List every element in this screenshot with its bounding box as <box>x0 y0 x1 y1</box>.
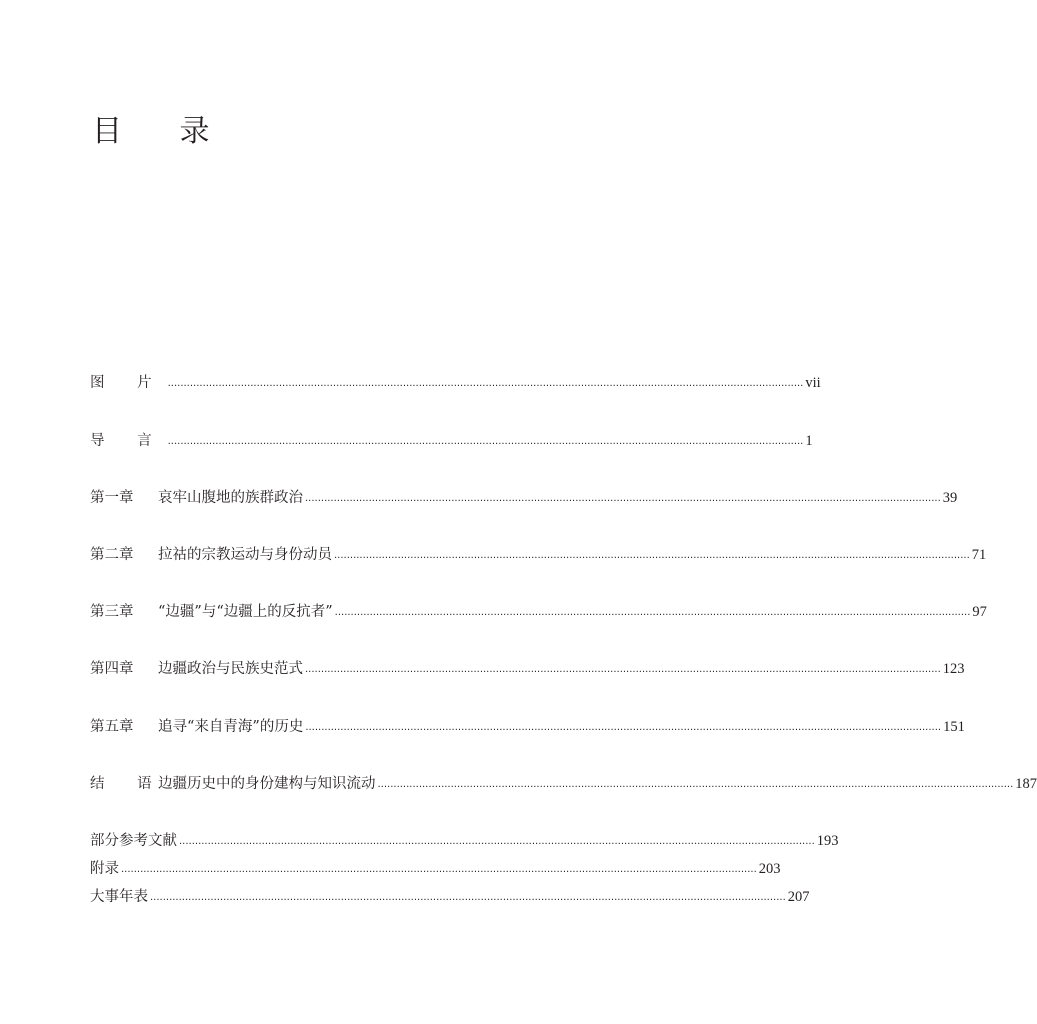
dot-leader: ........................................................................................................................................................................................................ <box>334 607 971 618</box>
toc-page-number: 123 <box>942 661 965 677</box>
toc-chapter-number: 第五章 <box>90 719 134 735</box>
dot-leader: ........................................................................................................................................................................................................ <box>121 864 757 875</box>
toc-entry-conclusion[interactable] <box>90 773 1037 795</box>
toc-chapter-title: 边疆政治与民族史范式 <box>158 661 303 677</box>
toc-page-number: 39 <box>942 490 958 506</box>
toc-chapter-number: 结 语 <box>90 776 166 792</box>
toc-page-number: 1 <box>805 433 813 449</box>
toc-entry-figures[interactable] <box>90 372 821 394</box>
toc-chapter-number: 第四章 <box>90 661 134 677</box>
toc-chapter-number: 第二章 <box>90 547 134 563</box>
toc-chapter-number: 第三章 <box>90 604 134 620</box>
toc-entry-chapter-4[interactable] <box>90 658 965 680</box>
toc-page-number: 187 <box>1015 776 1037 792</box>
toc-entry-chapter-2[interactable] <box>90 544 987 566</box>
dot-leader: ........................................................................................................................................................................................................ <box>167 436 804 447</box>
toc-entry-label: 大事年表 <box>90 889 148 905</box>
dot-leader: ........................................................................................................................................................................................................ <box>305 664 941 675</box>
dot-leader: ........................................................................................................................................................................................................ <box>305 722 942 733</box>
toc-entry-appendix[interactable] <box>90 858 781 880</box>
toc-entry-chapter-5[interactable] <box>90 716 965 738</box>
toc-page-number: 97 <box>972 604 987 620</box>
toc-page-number: 207 <box>787 889 810 905</box>
dot-leader: ........................................................................................................................................................................................................ <box>179 836 815 847</box>
toc-page-number: 71 <box>971 547 987 563</box>
toc-entry-chronology[interactable] <box>90 886 810 908</box>
toc-entry-label: 附录 <box>90 861 119 877</box>
dot-leader: ........................................................................................................................................................................................................ <box>334 550 970 561</box>
toc-chapter-number: 第一章 <box>90 490 134 506</box>
toc-page-number: 203 <box>758 861 781 877</box>
toc-entry-label: 导 言 <box>90 433 166 449</box>
page-title: 目 录 <box>92 114 234 149</box>
toc-page-number: 193 <box>816 833 839 849</box>
toc-entry-references[interactable] <box>90 830 839 852</box>
toc-entry-introduction[interactable] <box>90 430 813 452</box>
toc-entry-label: 图 片 <box>90 375 166 391</box>
toc-page-number: vii <box>805 375 821 391</box>
toc-chapter-title: 追寻“来自青海”的历史 <box>158 719 304 735</box>
toc-chapter-title: “边疆”与“边疆上的反抗者” <box>158 604 333 620</box>
toc-entry-label: 部分参考文献 <box>90 833 177 849</box>
toc-chapter-title: 边疆历史中的身份建构与知识流动 <box>158 776 376 792</box>
dot-leader: ........................................................................................................................................................................................................ <box>305 493 941 504</box>
toc-page-number: 151 <box>943 719 965 735</box>
toc-chapter-title: 拉祜的宗教运动与身份动员 <box>158 547 332 563</box>
dot-leader: ........................................................................................................................................................................................................ <box>167 378 804 389</box>
toc-entry-chapter-3[interactable] <box>90 601 987 623</box>
toc-entry-chapter-1[interactable] <box>90 487 958 509</box>
toc-chapter-title: 哀牢山腹地的族群政治 <box>158 490 303 506</box>
dot-leader: ........................................................................................................................................................................................................ <box>150 892 786 903</box>
dot-leader: ........................................................................................................................................................................................................ <box>377 779 1014 790</box>
